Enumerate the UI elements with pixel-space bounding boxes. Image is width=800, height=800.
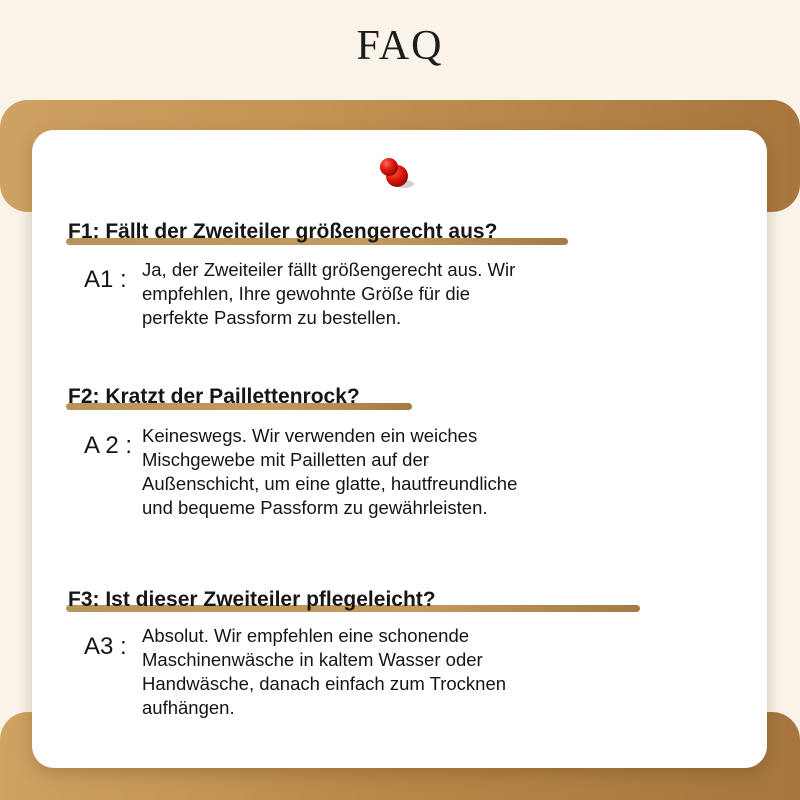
answer-2-line: und bequeme Passform zu gewährleisten. bbox=[142, 497, 488, 518]
answer-3-line: Handwäsche, danach einfach zum Trocknen bbox=[142, 673, 507, 694]
answer-1-line: empfehlen, Ihre gewohnte Größe für die bbox=[142, 283, 471, 304]
question-1: F1: Fällt der Zweiteiler größengerecht aus? bbox=[68, 220, 498, 243]
answer-2-line: Außenschicht, um eine glatte, hautfreundliche bbox=[142, 473, 518, 494]
answer-3-text bbox=[142, 624, 622, 720]
answer-2-line: Keineswegs. Wir verwenden ein weiches bbox=[142, 425, 478, 446]
page-title: FAQ bbox=[356, 23, 444, 69]
answer-2-label: A 2 : bbox=[84, 432, 133, 459]
answer-3-label: A3 : bbox=[84, 633, 127, 660]
answer-3-line: Absolut. Wir empfehlen eine schonende bbox=[142, 625, 470, 646]
question-3: F3: Ist dieser Zweiteiler pflegeleicht? bbox=[68, 588, 436, 611]
answer-1-line: perfekte Passform zu bestellen. bbox=[142, 307, 402, 328]
answer-1-line: Ja, der Zweiteiler fällt größengerecht aus. Wir bbox=[142, 259, 516, 280]
answer-3-line: aufhängen. bbox=[142, 697, 235, 718]
answer-3-line: Maschinenwäsche in kaltem Wasser oder bbox=[142, 649, 483, 670]
answer-2-text bbox=[142, 424, 622, 520]
answer-1-label: A1 : bbox=[84, 266, 127, 293]
question-2: F2: Kratzt der Paillettenrock? bbox=[68, 385, 360, 408]
answer-1-text bbox=[142, 258, 622, 330]
red-pushpin-icon bbox=[376, 156, 416, 192]
answer-2-line: Mischgewebe mit Pailletten auf der bbox=[142, 449, 429, 470]
